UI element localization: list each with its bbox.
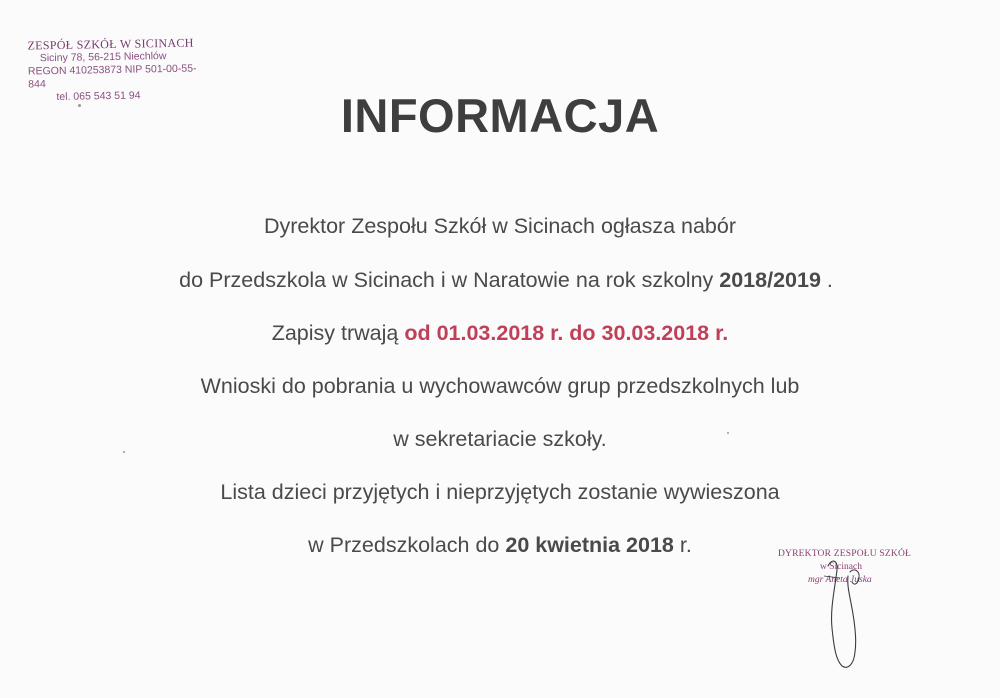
text-line-1: Dyrektor Zespołu Szkół w Sicinach ogłasza nabór [263, 214, 737, 238]
text-line-5: w sekretariacie szkoły. [393, 427, 607, 451]
director-name: mgr Aneta Juska [808, 575, 872, 585]
line-3-text: Zapisy trwają [271, 321, 405, 345]
stamp-school-name: ZESPÓŁ SZKÓŁ W SICINACH [27, 35, 194, 53]
director-place: w Sicinach [820, 562, 862, 572]
signature-icon [780, 548, 900, 678]
line-7-text: w Przedszkolach do [308, 533, 506, 557]
list-date: 20 kwietnia 2018 [505, 533, 674, 557]
stamp-phone: tel. 065 543 51 94 [56, 89, 141, 103]
text-line-2 [0, 268, 1000, 293]
text-line-3 [0, 321, 1000, 346]
scan-speck [123, 451, 125, 453]
page-title: INFORMACJA [340, 89, 660, 142]
scan-speck [78, 104, 81, 107]
text-line-4: Wnioski do pobrania u wychowawców grup przedszkolnych lub [200, 374, 800, 398]
line-7-end: r. [673, 533, 692, 557]
text-line-6: Lista dzieci przyjętych i nieprzyjętych zostanie wywieszona [220, 480, 780, 504]
school-year: 2018/2019 [719, 268, 821, 292]
scan-speck [727, 432, 729, 434]
stamp-address: Siciny 78, 56-215 Niechlów [39, 50, 167, 65]
enrollment-dates: od 01.03.2018 r. do 30.03.2018 r. [404, 321, 729, 345]
line-2-end: . [820, 268, 833, 292]
stamp-ids: REGON 410253873 NIP 501-00-55-844 [27, 62, 197, 91]
director-title: DYREKTOR ZESPOŁU SZKÓŁ [778, 549, 912, 559]
line-2-text: do Przedszkola w Sicinach i w Naratowie na rok szkolny [179, 268, 720, 292]
